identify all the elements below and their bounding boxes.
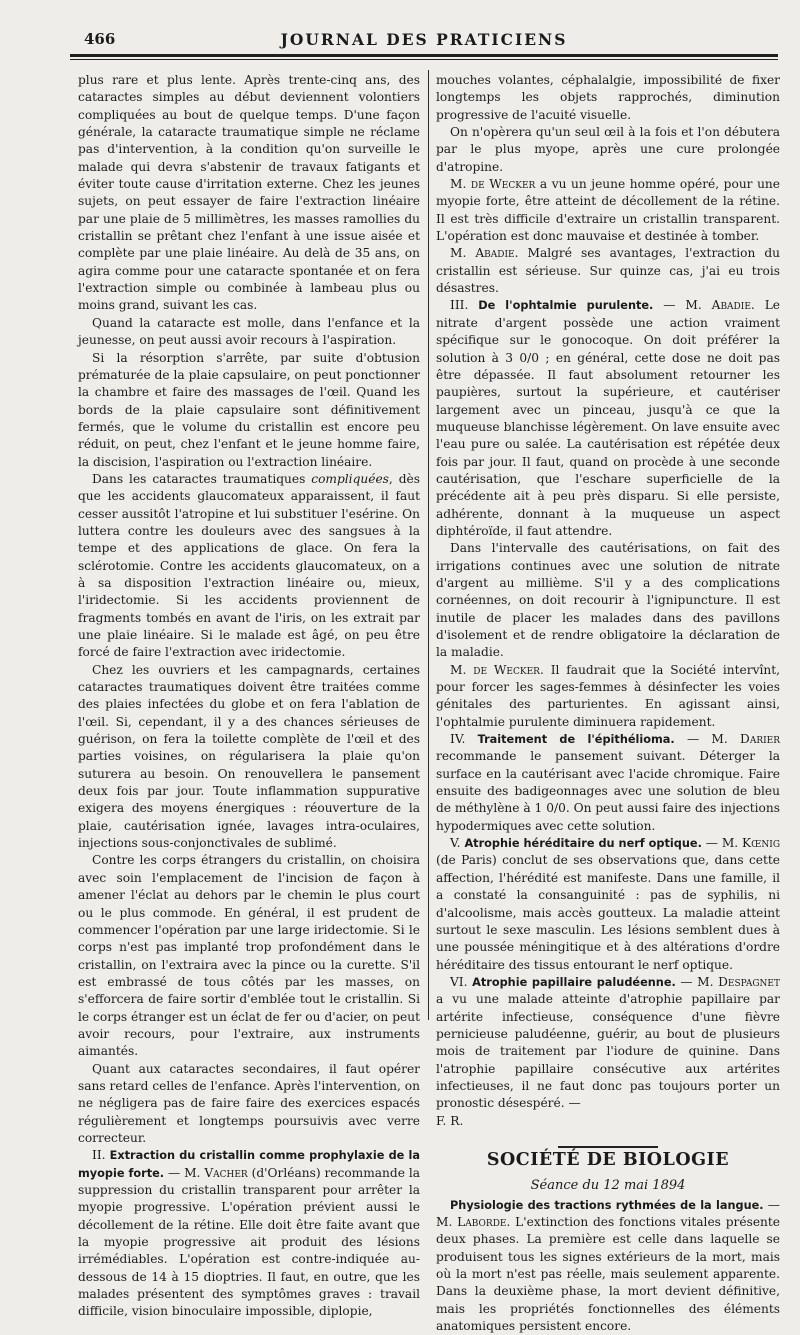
text-run: , dès que les accidents glaucomateux apparaissent, il faut cesser aussitôt l'atropine et lui substituer l'esérine. On luttera contre les douleurs avec des sangsues à la tempe et des applications de glace. On fera la sclérotomie. Contre les accidents glaucomateux, on a à sa disposition l'extraction linéaire ou, mieux, l'iridectomie. Si les accidents proviennent de fragments tombés en avant de l'iris, on les extrait par une plaie linéaire. Si le malade est âgé, on peu être forcé de faire l'extraction avec iridectomie.: [78, 471, 420, 660]
section-heading: Physiologie des tractions rythmées de la langue.: [450, 1198, 764, 1212]
author-name: Despagnet: [718, 974, 780, 989]
section-number: IV.: [450, 732, 466, 747]
dash: — M.: [436, 1197, 780, 1229]
dash: — M.: [701, 836, 743, 851]
section-heading: De l'ophtalmie purulente.: [478, 299, 654, 313]
paragraph: Chez les ouvriers et les campagnards, certaines cataractes traumatiques doivent être traitées comme des plaies infectées du globe et on fera l'ablation de l'œil. Si, cependant, il y a des chances sérieuses de guérison, on fera la toilette complète de l'œil et des parties voisines, on régularisera la plaie qu'on suturera au besoin. On renouvellera le pansement deux fois par jour. Toute inflammation suppurative exigera des moyens énergiques : réouverture de la plaie, cautérisation ignée, lavages intra-oculaires, injections sous-conjonctivales de sublimé.: [78, 662, 420, 851]
section-number: III.: [450, 298, 469, 313]
column-divider: [428, 70, 429, 1020]
paragraph: Contre les corps étrangers du cristallin, on choisira avec soin l'emplacement de l'incision de façon à amener l'éclat au dehors par le chemin le plus court ou le plus commode. En général, il est prudent de commencer l'opération par une large iridectomie. Si le corps n'est pas implanté trop profondément dans le cristallin, on l'extraira avec la pince ou la curette. S'il est embrassé de tous côtés par les masses, on s'efforcera de faire sortir d'emblée tout le cristallin. Si le corps étranger est un éclat de fer ou d'acier, on peut avoir recours, pour l'extraire, aux instruments aimantés.: [78, 853, 420, 1059]
text-run: . Le nitrate d'argent possède une action vraiment spécifique sur le gonocoque. On doit préférer la solution à 3 0/0 ; en général, cette dose ne doit pas être dépassée. Il faut absolument retourner les paupières, surtout la supérieure, et cautériser largement avec un pinceau, jusqu'à ce que la muqueuse blanchisse légèrement. On lave ensuite avec l'eau pure ou salée. La cautérisation est répétée deux fois par jour. Il faut, quand on procède à une seconde cautérisation, que l'eschare superficielle de la précédente ait à peu près disparu. Si elle persiste, adhérente, donnant à la muqueuse un aspect diphtéroïde, il faut attendre.: [436, 298, 781, 538]
author-name: Abadie: [711, 298, 751, 313]
page-header: [70, 26, 778, 56]
author-name: de Wecker: [473, 662, 540, 677]
section-paragraph: [436, 835, 780, 974]
session-date: Séance du 12 mai 1894: [530, 1178, 686, 1194]
paragraph: [78, 471, 420, 662]
author-name: Vacher: [204, 1165, 248, 1180]
section-paragraph: [436, 974, 780, 1113]
paragraph: mouches volantes, céphalalgie, impossibilité de fixer longtemps les objets rapprochés, diminution progressive de l'acuité visuelle.: [436, 73, 780, 122]
left-column: [78, 72, 420, 1321]
paragraph: Quant aux cataractes secondaires, il faut opérer sans retard celles de l'enfance. Après l'intervention, on ne négligera pas de faire faire des exercices espacés régulièrement et longtemps poursuivis avec verre correcteur.: [78, 1061, 420, 1145]
author-name: Darier: [740, 732, 780, 747]
paragraph: [436, 245, 780, 297]
header-rule-thin: [70, 59, 778, 60]
text-run: a vu une malade atteinte d'atrophie papillaire par artérite infectieuse, conséquence d'une fièvre pernicieuse paludéenne, guérir, au bout de plusieurs mois de traitement par l'iodure de quinine. Dans l'atrophie papillaire consécutive aux artérites infectieuses, il ne faut donc pas toujours porter un pronostic désespéré. —: [436, 992, 780, 1111]
text-run: M.: [450, 177, 471, 192]
header-rule-thick: [70, 54, 778, 57]
right-column: [436, 72, 780, 1335]
dash: — M.: [674, 732, 741, 747]
dash: — M.: [653, 298, 712, 313]
section-paragraph: [436, 297, 780, 540]
paragraph: plus rare et plus lente. Après trente-cinq ans, des cataractes simples au début deviennent volontiers compliquées au bout de quelque temps. D'une façon générale, la cataracte traumatique simple ne réclame pas d'intervention, à la condition qu'on surveille le malade qui devra s'abstenir de travaux fatigants et éviter toute cause d'irritation externe. Chez les jeunes sujets, on peut essayer de faire l'extraction linéaire par une plaie de 5 millimètres, les masses ramollies du cristallin se prêtant chez l'enfant à une issue aisée et complète par une plaie linéaire. Au delà de 35 ans, on agira comme pour une cataracte spontanée et on fera l'extraction simple ou combinée à lambeau plus ou moins grand, suivant les cas.: [78, 73, 420, 313]
text-run: (d'Orléans) recommande la suppression du cristallin transparent pour arrêter la myopie progressive. L'opération prévient aussi le décollement de la rétine. Elle doit être faite avant que la myopie progressive ait produit des lésions irrémédiables. L'opération est contre-indiquée au-dessous de 14 à 15 dioptries. Il faut, en outre, que les malades présentent des symptômes graves : travail difficile, vision binoculaire impossible, diplopie,: [78, 1165, 420, 1319]
journal-title: JOURNAL DES PRATICIENS: [280, 30, 568, 49]
paragraph: Dans l'intervalle des cautérisations, on fait des irrigations continues avec une solution de nitrate d'argent au millième. S'il y a des complications cornéennes, on doit recourir à l'ignipuncture. Il est inutile de placer les malades dans des pavillons d'isolement et de rendre obligatoire la déclaration de la maladie.: [436, 541, 780, 660]
section-number: II.: [92, 1148, 106, 1163]
signature: F. R.: [436, 1113, 464, 1128]
paragraph: [436, 176, 780, 245]
text-run: . Il faudrait que la Société intervînt, pour forcer les sages-femmes à désinfecter les voies génitales des parturientes. En agissant ainsi, l'ophtalmie purulente diminuera rapidement.: [436, 662, 780, 729]
text-run: M.: [450, 246, 476, 261]
section-number: VI.: [450, 974, 468, 989]
paragraph: [436, 662, 780, 731]
section-number: V.: [450, 836, 461, 851]
page-number: 466: [84, 30, 116, 48]
section-heading: Extraction du cristallin comme prophylaxie de la myopie forte.: [78, 1149, 421, 1180]
author-name: Kœnig: [742, 836, 781, 851]
paragraph: Si la résorption s'arrête, par suite d'obtusion prématurée de la plaie capsulaire, on peut ponctionner la chambre et faire des massages de l'œil. Quand les bords de la plaie capsulaire sont définitivement fermés, que le volume du cristallin est encore peu réduit, on peut, chez l'enfant et le jeune homme faire, la discision, l'aspiration ou l'extraction linéaire.: [78, 350, 420, 469]
text-run: Dans les cataractes traumatiques: [92, 471, 312, 486]
section-rule: [558, 1146, 658, 1148]
author-name: Laborde: [457, 1215, 507, 1229]
paragraph: Quand la cataracte est molle, dans l'enfance et la jeunesse, on peut aussi avoir recours à l'aspiration.: [78, 315, 420, 348]
section-paragraph: [78, 1147, 420, 1320]
text-run: a vu un jeune homme opéré, pour une myopie forte, être atteint de décollement de la rétine. Il est très difficile d'extraire un cristallin transparent. L'opération est donc mauvaise et destinée à tomber.: [436, 177, 780, 244]
paragraph: On n'opèrera qu'un seul œil à la fois et l'on débutera par le plus myope, après une cure prolongée d'atropine.: [436, 125, 780, 174]
text-run: . L'extinction des fonctions vitales présente deux phases. La première est celle dans laquelle se produisent tous les signes extérieurs de la mort, mais où la mort n'est pas réelle, mais seulement apparente. Dans la deuxième phase, la mort devient définitive, mais les propriétés fonctionnelles des éléments anatomiques persistent encore.: [436, 1215, 780, 1334]
author-name: de Wecker: [470, 177, 536, 192]
section-heading: Atrophie papillaire paludéenne.: [472, 975, 676, 989]
text-run: . Malgré ses avantages, l'extraction du cristallin est sérieuse. Sur quinze cas, j'ai eu trois désastres.: [436, 246, 780, 296]
section-heading: Atrophie héréditaire du nerf optique.: [464, 837, 702, 851]
text-run: M.: [450, 662, 474, 677]
text-run: (de Paris) conclut de ses observations que, dans cette affection, l'hérédité est manifeste. Dans une famille, il a constaté la consanguinité : pas de syphilis, ni d'alcoolisme, mais accès goutteux. La maladie atteint surtout le sexe masculin. Les lésions semblent dues à une poussée méningitique et à des altérations d'ordre héréditaire des tissus entourant le nerf optique.: [436, 853, 780, 972]
section-paragraph: [436, 731, 780, 835]
section-heading: Traitement de l'épithélioma.: [477, 733, 675, 747]
section-title: SOCIÉTÉ DE BIOLOGIE: [486, 1149, 730, 1170]
emphasis-text: compliquées: [311, 471, 389, 486]
section-paragraph: [436, 1197, 780, 1335]
dash: — M.: [164, 1165, 205, 1180]
dash: — M.: [675, 974, 719, 989]
text-run: recommande le pansement suivant. Déterger la surface en la cautérisant avec l'acide chromique. Faire ensuite des badigeonnages avec une solution de bleu de méthylène à 1 0/0. On peut aussi faire des injections hypodermiques avec cette solution.: [436, 749, 780, 833]
author-name: Abadie: [475, 246, 515, 261]
